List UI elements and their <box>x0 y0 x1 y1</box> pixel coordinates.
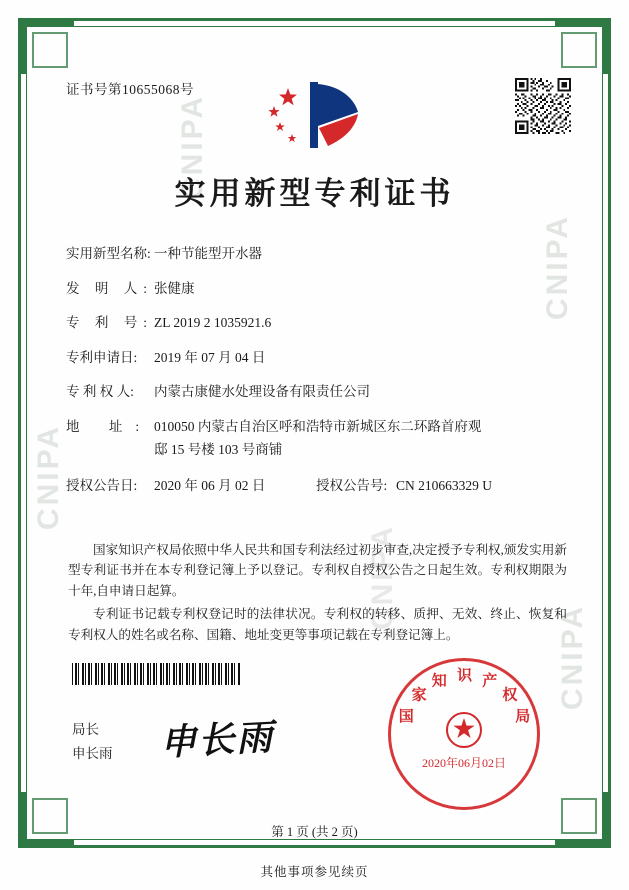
national-emblem-icon <box>441 710 487 750</box>
page-title: 实用新型专利证书 <box>174 176 455 211</box>
page-number: 第 1 页 (共 2 页) <box>271 825 358 839</box>
barcode <box>72 663 240 685</box>
field-value: 2019 年 07 月 04 日 <box>154 349 266 365</box>
corner-ornament-top-left <box>20 20 74 74</box>
field-patentee <box>66 382 566 402</box>
certificate-fields <box>66 244 566 508</box>
field-value: 010050 内蒙古自治区呼和浩特市新城区东二环路首府观 <box>154 418 482 434</box>
footer-note: 其他事项参见续页 <box>260 865 369 879</box>
field-value: 内蒙古康健水处理设备有限责任公司 <box>154 384 370 400</box>
field-label: 专 利 号: <box>66 315 154 331</box>
seal-text-char: 知 <box>431 673 447 690</box>
status-badge <box>388 658 540 810</box>
field-grant-date <box>66 476 316 496</box>
watermark-text: CNIPA <box>32 423 66 531</box>
field-label: 授权公告号: <box>316 477 388 493</box>
field-grant-row <box>66 476 566 496</box>
seal-text-char: 国 <box>398 708 414 725</box>
field-grant-number <box>316 476 492 496</box>
legal-text-block <box>68 540 567 648</box>
field-label: 实用新型名称: <box>66 246 151 261</box>
seal-text-char: 产 <box>482 673 498 690</box>
seal-text-char: 识 <box>457 668 473 684</box>
qr-code <box>515 78 571 134</box>
field-patent-number <box>66 313 566 333</box>
watermark-text: CNIPA <box>176 93 210 201</box>
field-label: 授权公告日: <box>66 477 138 493</box>
watermark-text: CNIPA <box>556 603 590 711</box>
field-application-date <box>66 348 566 368</box>
field-address <box>66 417 566 437</box>
field-utility-model-name <box>66 244 566 264</box>
field-address-line2: 邸 15 号楼 103 号商铺 <box>154 442 283 458</box>
seal-date: 2020年06月02日 <box>421 756 507 770</box>
handwritten-signature: 申长雨 <box>159 717 276 763</box>
field-value: 张健康 <box>154 280 195 296</box>
watermark-text: CNIPA <box>541 213 575 321</box>
seal-text-char: 权 <box>502 687 518 704</box>
field-inventor <box>66 279 566 299</box>
field-label: 专 利 权 人: <box>66 384 134 400</box>
signature-block <box>72 718 113 765</box>
field-label: 专利申请日: <box>66 349 138 365</box>
field-value: ZL 2019 2 1035921.6 <box>154 315 272 331</box>
legal-paragraph-2: 专利证书记载专利权登记时的法律状况。专利权的转移、质押、无效、终止、恢复和专利权人的姓名或名称、国籍、地址变更等事项记载在专利登记簿上。 <box>68 607 567 642</box>
cnipa-logo <box>258 78 376 150</box>
seal-text-char: 家 <box>411 687 427 704</box>
corner-ornament-top-right <box>555 20 609 74</box>
director-label: 局长 <box>72 722 99 737</box>
watermark-text: CNIPA <box>366 523 400 631</box>
seal-text-char: 局 <box>515 708 531 725</box>
field-label: 地 址: <box>66 418 153 434</box>
certificate-number: 证书号第10655068号 <box>66 82 194 97</box>
field-value: CN 210663329 U <box>396 477 493 493</box>
field-value: 一种节能型开水器 <box>154 246 262 261</box>
director-name: 申长雨 <box>72 745 113 761</box>
field-value: 2020 年 06 月 02 日 <box>154 477 266 493</box>
legal-paragraph-1: 国家知识产权局依照中华人民共和国专利法经过初步审查,决定授予专利权,颁发实用新型专利证书并在本专利登记簿上予以登记。专利权自授权公告之日起生效。专利权期限为十年,自申请日起算。 <box>68 543 567 598</box>
field-label: 发 明 人: <box>66 280 154 296</box>
